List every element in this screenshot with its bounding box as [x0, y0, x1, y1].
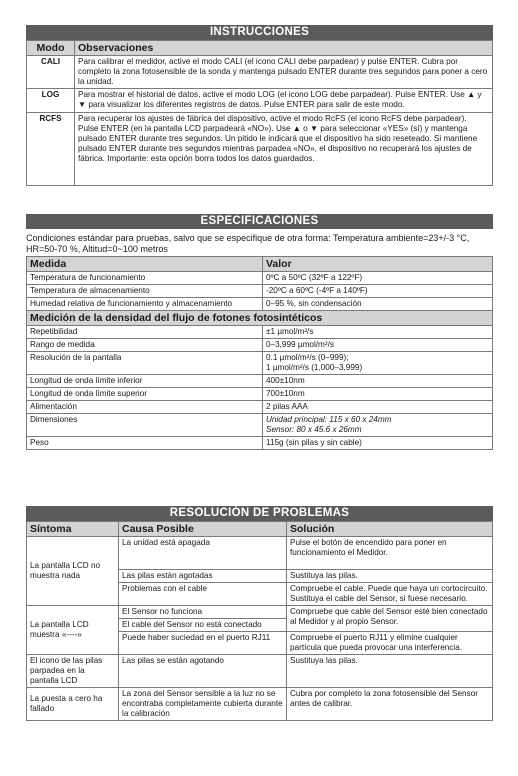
col-valor-header: Valor	[263, 257, 493, 272]
cause-cell: La unidad está apagada	[119, 537, 287, 570]
solution-cell: Compruebe que cable del Sensor esté bien conectado al Medidor y al propio Sensor.	[287, 606, 493, 632]
specs-banner: ESPECIFICACIONES	[26, 214, 493, 229]
cause-cell: La zona del Sensor sensible a la luz no se encontraba completamente cubierta durante la calibración	[119, 688, 287, 721]
mode-cali: CALI	[27, 56, 75, 89]
solution-cell: Sustituya las pilas.	[287, 655, 493, 688]
table-row	[27, 339, 493, 352]
cause-cell: El Sensor no funciona	[119, 606, 287, 619]
spec-label: Temperatura de almacenamiento	[27, 285, 263, 298]
symptom-zero-failed: La puesta a cero ha fallado	[27, 688, 119, 721]
specs-section	[26, 214, 493, 450]
col-modo-header: Modo	[27, 41, 75, 56]
spec-value: 115g (sin pilas y sin cable)	[263, 437, 493, 450]
troubleshooting-table	[26, 521, 493, 721]
mode-cali-text: Para calibrar el medidor, active el modo CALI (el icono CALI debe parpadear) y pulse ENTER. Cubra por completo la zona fotosensible de la sonda y mantenga pulsado ENTER durante tres segundos para poner a cero la unidad.	[75, 56, 493, 89]
spec-value: ±1 µmol/m²/s	[263, 326, 493, 339]
solution-cell: Cubra por completo la zona fotosensible del Sensor antes de calibrar.	[287, 688, 493, 721]
col-sintoma-header: Síntoma	[27, 522, 119, 537]
spec-value-line: 0.1 µmol/m²/s (0–999);	[266, 353, 349, 362]
col-solucion-header: Solución	[287, 522, 493, 537]
table-row	[27, 285, 493, 298]
table-row	[27, 537, 493, 570]
table-row	[27, 655, 493, 688]
spec-label: Peso	[27, 437, 263, 450]
spec-label: Humedad relativa de funcionamiento y almacenamiento	[27, 298, 263, 311]
table-row	[27, 298, 493, 311]
spec-label: Temperatura de funcionamiento	[27, 272, 263, 285]
solution-cell: Compruebe el puerto RJ11 y elimine cualquier partícula que pueda provocar una interferencia.	[287, 632, 493, 655]
spec-value-line: 1 µmol/m²/s (1,000–3,999)	[266, 363, 363, 372]
col-causa-header: Causa Posible	[119, 522, 287, 537]
specs-intro: Condiciones estándar para pruebas, salvo que se especifique de otra forma: Temperatura ambiente=23+/-3 °C, HR=50-70 %, Altitud=0~100 metros	[26, 233, 470, 254]
col-medida-header: Medida	[27, 257, 263, 272]
symptom-no-display: La pantalla LCD no muestra nada	[27, 537, 119, 606]
spec-value: -20ºC a 60ºC (-4ºF a 140ºF)	[263, 285, 493, 298]
table-row	[27, 272, 493, 285]
instructions-table	[26, 40, 493, 186]
col-obs-header: Observaciones	[75, 41, 493, 56]
table-row	[27, 414, 493, 437]
table-row	[27, 89, 493, 113]
troubleshooting-banner: RESOLUCIÓN DE PROBLEMAS	[26, 506, 493, 521]
table-row	[27, 688, 493, 721]
mode-log: LOG	[27, 89, 75, 113]
table-row	[27, 56, 493, 89]
spec-value: 2 pilas AAA	[263, 401, 493, 414]
mode-rcfs-text: Para recuperar los ajustes de fábrica del dispositivo, active el modo RcFS (el icono RcFS debe parpadear). Pulse ENTER (en la pantalla LCD parpadeará «NO»). Use ▲ o ▼ para seleccionar «YES» (sí) y mantenga pulsado ENTER durante tres segundos. Un pitido le indicará que el dispositivo ha sido reseteado. Si mantiene pulsado ENTER durante tres segundos mientras parpadea «NO», el dispositivo no recuperará los ajustes de fábrica. Importante: esta opción borra todos los datos guardados.	[75, 113, 493, 186]
solution-cell: Sustituya las pilas.	[287, 570, 493, 583]
cause-cell: Las pilas están agotadas	[119, 570, 287, 583]
spec-value-line: Sensor: 80 x 45.6 x 26mm	[266, 425, 362, 434]
table-row	[27, 437, 493, 450]
spec-label: Dimensiones	[27, 414, 263, 437]
symptom-dashes: La pantalla LCD muestra «----»	[27, 606, 119, 655]
spec-value: 400±10nm	[263, 375, 493, 388]
mode-rcfs: RCFS	[27, 113, 75, 186]
cause-cell: Las pilas se están agotando	[119, 655, 287, 688]
spec-value	[263, 414, 493, 437]
table-row	[27, 401, 493, 414]
table-row	[27, 113, 493, 186]
table-row	[27, 326, 493, 339]
cause-cell: Problemas con el cable	[119, 583, 287, 606]
spec-value-line: Unidad principal: 115 x 60 x 24mm	[266, 415, 392, 424]
spec-label: Rango de medida	[27, 339, 263, 352]
table-row	[27, 352, 493, 375]
mode-log-text: Para mostrar el historial de datos, active el modo LOG (el icono LOG debe parpadear). Pulse ENTER. Use ▲ y ▼ para visualizar los diferentes registros de datos. Pulse ENTER para salir de este modo.	[75, 89, 493, 113]
instructions-banner: INSTRUCCIONES	[26, 25, 493, 40]
spec-label: Resolución de la pantalla	[27, 352, 263, 375]
symptom-battery-icon: El icono de las pilas parpadea en la pantalla LCD	[27, 655, 119, 688]
table-row	[27, 375, 493, 388]
troubleshooting-section	[26, 506, 493, 721]
specs-table	[26, 256, 493, 450]
cause-cell: El cable del Sensor no está conectado	[119, 619, 287, 632]
spec-value: 700±10nm	[263, 388, 493, 401]
spec-value	[263, 352, 493, 375]
spec-value: 0–95 %, sin condensación	[263, 298, 493, 311]
table-row	[27, 606, 493, 619]
spec-label: Longitud de onda límite inferior	[27, 375, 263, 388]
instructions-section	[26, 25, 493, 186]
solution-cell: Pulse el botón de encendido para poner en funcionamiento el Medidor.	[287, 537, 493, 570]
ppfd-section-header: Medición de la densidad del flujo de fotones fotosintéticos	[27, 311, 493, 326]
cause-cell: Puede haber suciedad en el puerto RJ11	[119, 632, 287, 655]
spec-value: 0–3,999 µmol/m²/s	[263, 339, 493, 352]
spec-label: Alimentación	[27, 401, 263, 414]
table-row	[27, 388, 493, 401]
solution-cell: Compruebe el cable. Puede que haya un cortocircuito. Sustituya el cable del Sensor, si fuese necesario.	[287, 583, 493, 606]
spec-value: 0ºC a 50ºC (32ºF a 122ºF)	[263, 272, 493, 285]
spec-label: Longitud de onda límite superior	[27, 388, 263, 401]
spec-label: Repetibilidad	[27, 326, 263, 339]
